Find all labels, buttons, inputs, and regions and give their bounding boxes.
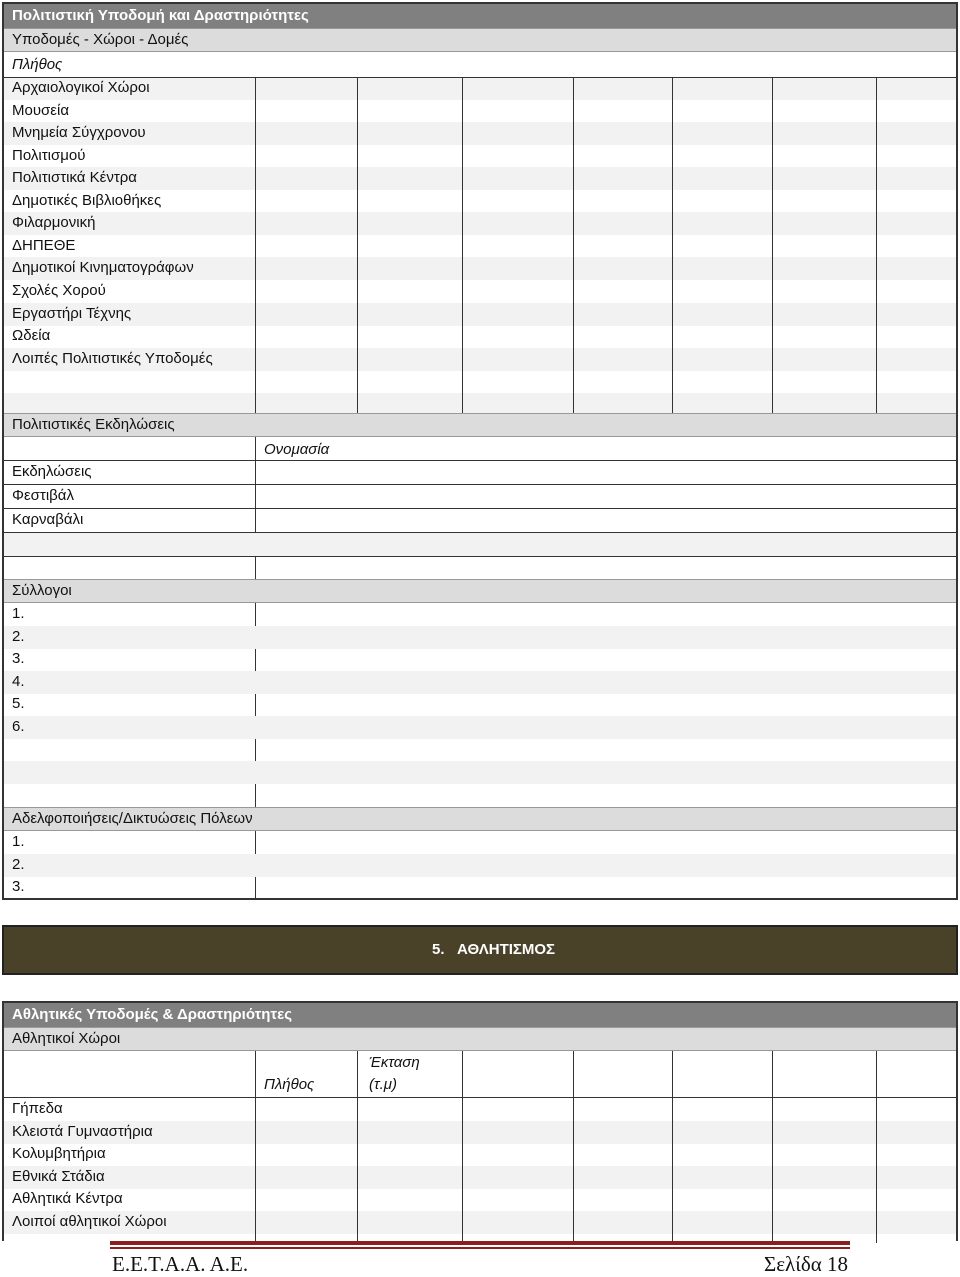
list-item	[4, 716, 956, 739]
association-item-label: 1.	[12, 605, 25, 622]
association-item-label: 6.	[12, 718, 25, 735]
column-divider	[573, 1051, 574, 1243]
list-item	[4, 1121, 956, 1144]
footer-organization: Ε.Ε.Τ.Α.Α. Α.Ε.	[112, 1252, 249, 1276]
banner-number: 5.	[432, 941, 445, 958]
sports-table	[2, 1001, 958, 1241]
culture-item-label: Αρχαιολογικοί Χώροι	[12, 79, 150, 96]
list-item	[4, 831, 956, 854]
sports-area-label-2: (τ.μ)	[369, 1076, 397, 1093]
column-divider	[672, 77, 673, 413]
event-item-label: Καρναβάλι	[12, 511, 84, 528]
sports-item-label: Αθλητικά Κέντρα	[12, 1190, 123, 1207]
association-item-label: 3.	[12, 650, 25, 667]
culture-item-label: Σχολές Χορού	[12, 282, 106, 299]
association-item-label: 2.	[12, 628, 25, 645]
column-divider	[357, 1051, 358, 1243]
footer-rule	[110, 1241, 850, 1245]
list-item	[4, 603, 956, 626]
sports-item-label: Λοιποί αθλητικοί Χώροι	[12, 1213, 167, 1230]
association-item-label: 4.	[12, 673, 25, 690]
list-item	[4, 876, 956, 899]
associations-heading: Σύλλογοι	[4, 579, 956, 603]
twinning-item-label: 3.	[12, 878, 25, 895]
sports-item-label: Εθνικά Στάδια	[12, 1168, 105, 1185]
list-item	[4, 235, 956, 258]
list-item	[4, 325, 956, 348]
column-divider	[357, 77, 358, 413]
list-item	[4, 485, 956, 508]
culture-table	[2, 2, 958, 900]
list-item	[4, 1098, 956, 1121]
list-item	[4, 648, 956, 671]
column-divider	[772, 1051, 773, 1243]
list-item	[4, 461, 956, 484]
culture-item-label: Ωδεία	[12, 327, 51, 344]
list-item	[4, 693, 956, 716]
list-item	[4, 738, 956, 761]
sports-item-label: Γήπεδα	[12, 1100, 63, 1117]
list-item	[4, 257, 956, 280]
culture-item-label: Μνημεία Σύγχρονου	[12, 124, 146, 141]
list-item	[4, 348, 956, 371]
list-item	[4, 280, 956, 303]
list-item	[4, 190, 956, 213]
association-item-label: 5.	[12, 695, 25, 712]
culture-item-label: Πολιτιστικά Κέντρα	[12, 169, 137, 186]
column-divider	[255, 77, 256, 413]
list-item	[4, 393, 956, 413]
list-item	[4, 671, 956, 694]
page-number: Σελίδα 18	[763, 1252, 848, 1276]
events-heading: Πολιτιστικές Εκδηλώσεις	[4, 413, 956, 437]
list-item	[4, 533, 956, 556]
column-divider	[876, 1051, 877, 1243]
culture-subheading: Υποδομές - Χώροι - Δομές	[4, 28, 956, 52]
column-divider	[573, 77, 574, 413]
culture-count-label: Πλήθος	[12, 56, 63, 73]
list-item	[4, 1188, 956, 1211]
row-divider	[4, 556, 956, 557]
footer-rule	[110, 1247, 850, 1249]
twinning-heading: Αδελφοποιήσεις/Δικτυώσεις Πόλεων	[4, 807, 956, 831]
banner-title: ΑΘΛΗΤΙΣΜΟΣ	[457, 941, 556, 958]
sports-section-title: Αθλητικές Υποδομές & Δραστηριότητες	[4, 1003, 956, 1027]
list-item	[4, 100, 956, 123]
list-item	[4, 1166, 956, 1189]
list-item	[4, 122, 956, 145]
list-item	[4, 145, 956, 168]
list-item	[4, 303, 956, 326]
column-divider	[462, 1051, 463, 1243]
culture-item-label: Δημοτικές Βιβλιοθήκες	[12, 192, 162, 209]
culture-item-label: Φιλαρμονική	[12, 214, 96, 231]
column-divider	[255, 1051, 256, 1243]
list-item	[4, 854, 956, 877]
row-divider	[4, 77, 956, 78]
culture-item-label: Πολιτισμού	[12, 147, 86, 164]
twinning-item-label: 1.	[12, 833, 25, 850]
banner-text	[432, 927, 555, 973]
event-item-label: Εκδηλώσεις	[12, 463, 92, 480]
column-divider	[876, 77, 877, 413]
list-item	[4, 1143, 956, 1166]
events-name-label: Ονομασία	[264, 441, 330, 458]
culture-item-label: Λοιπές Πολιτιστικές Υποδομές	[12, 350, 213, 367]
culture-section-title: Πολιτιστική Υποδομή και Δραστηριότητες	[4, 4, 956, 28]
list-item	[4, 77, 956, 100]
list-item	[4, 167, 956, 190]
list-item	[4, 509, 956, 532]
section-banner-sports	[2, 925, 958, 975]
sports-count-label: Πλήθος	[264, 1076, 315, 1093]
column-divider	[772, 77, 773, 413]
twinning-item-label: 2.	[12, 856, 25, 873]
list-item	[4, 626, 956, 649]
culture-item-label: ΔΗΠΕΘΕ	[12, 237, 76, 254]
column-divider	[672, 1051, 673, 1243]
culture-item-label: Δημοτικοί Κινηματογράφων	[12, 259, 194, 276]
sports-subheading: Αθλητικοί Χώροι	[4, 1027, 956, 1051]
list-item	[4, 1211, 956, 1234]
event-item-label: Φεστιβάλ	[12, 487, 74, 504]
culture-item-label: Εργαστήρι Τέχνης	[12, 305, 132, 322]
list-item	[4, 761, 956, 784]
column-divider	[462, 77, 463, 413]
sports-item-label: Κλειστά Γυμναστήρια	[12, 1123, 153, 1140]
list-item	[4, 212, 956, 235]
list-item	[4, 783, 956, 806]
sports-item-label: Κολυμβητήρια	[12, 1145, 106, 1162]
culture-item-label: Μουσεία	[12, 102, 69, 119]
sports-area-label-1: Έκταση	[369, 1054, 420, 1071]
list-item	[4, 370, 956, 393]
